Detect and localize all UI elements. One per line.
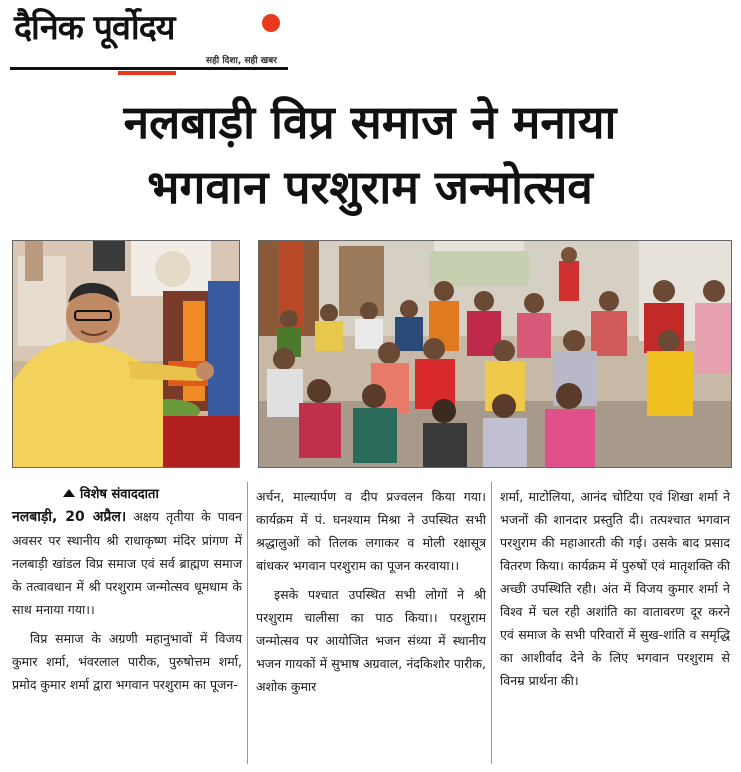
article-headline	[10, 90, 730, 220]
article-paragraph: विप्र समाज के अग्रणी महानुभावों में विजय कुमार शर्मा, भंवरलाल पारीक, पुरुषोत्तम शर्मा, प्रमोद कुमार शर्मा द्वारा भगवान परशुराम का पूजन-	[12, 631, 242, 692]
paragraph-text: अक्षय तृतीया के पावन अवसर पर स्थानीय श्री राधाकृष्ण मंदिर प्रांगण में नलबाड़ी खांडल विप्र समाज एवं सर्व ब्राह्मण समाज के तत्वावधान में श्री परशुराम जन्मोत्सव धूमधाम के साथ मनाया गया।।	[12, 509, 242, 617]
photo-puja-image	[13, 241, 239, 467]
article-column-2	[256, 485, 486, 698]
column-divider	[247, 482, 248, 764]
masthead-accent-bar	[118, 71, 176, 75]
photo-gathering	[258, 240, 732, 468]
triangle-marker-icon	[63, 489, 75, 497]
photo-gathering-image	[259, 241, 731, 467]
byline-text: विशेष संवाददाता	[80, 487, 159, 502]
article-dateline: नलबाड़ी, 20 अप्रैल।	[12, 509, 127, 525]
article-paragraph: अर्चन, माल्यार्पण व दीप प्रज्वलन किया गया। कार्यक्रम में पं. घनश्याम मिश्रा ने उपस्थित सभी श्रद्धालुओं को तिलक लगाकर व मोली रक्षासूत्र बांधकर भगवान परशुराम का पूजन करवाया।।	[256, 489, 486, 573]
article-paragraph: शर्मा, माटोलिया, आनंद चोटिया एवं शिखा शर्मा ने भजनों की शानदार प्रस्तुति दी। तत्पश्चात भगवान परशुराम की महाआरती की गई। उसके बाद प्रसाद वितरण किया। कार्यक्रम में पुरुषों एवं मातृशक्ति की अच्छी उपस्थिति रही। अंत में विजय कुमार शर्मा ने विश्व में चल रही अशांति का वातावरण दूर करने एवं समाज के सभी परिवारों में सुख-शांति व समृद्धि का आशीर्वाद देने के लिए भगवान परशुराम से विनम्र प्रार्थना की।	[500, 489, 730, 688]
headline-line-2: भगवान परशुराम जन्मोत्सव	[147, 160, 593, 214]
article-column-1	[12, 505, 242, 696]
article-column-3	[500, 485, 730, 692]
headline-line-1: नलबाड़ी विप्र समाज ने मनाया	[123, 95, 617, 149]
column-divider	[491, 482, 492, 764]
logo-dot-icon	[262, 14, 280, 32]
article-paragraph	[12, 505, 242, 621]
article-paragraph: इसके पश्चात उपस्थित सभी लोगों ने श्री परशुराम चालीसा का पाठ किया।। परशुराम जन्मोत्सव पर आयोजित भजन संध्या में स्थानीय भजन गायकों में सुभाष अग्रवाल, नंदकिशोर पारीक, अशोक कुमार	[256, 587, 486, 694]
masthead	[8, 4, 293, 76]
photo-puja	[12, 240, 240, 468]
masthead-rule	[10, 67, 288, 70]
newspaper-tagline: सही दिशा, सही खबर	[206, 56, 277, 66]
newspaper-logo: दैनिक पूर्वोदय	[14, 8, 175, 48]
article-byline	[63, 484, 159, 502]
